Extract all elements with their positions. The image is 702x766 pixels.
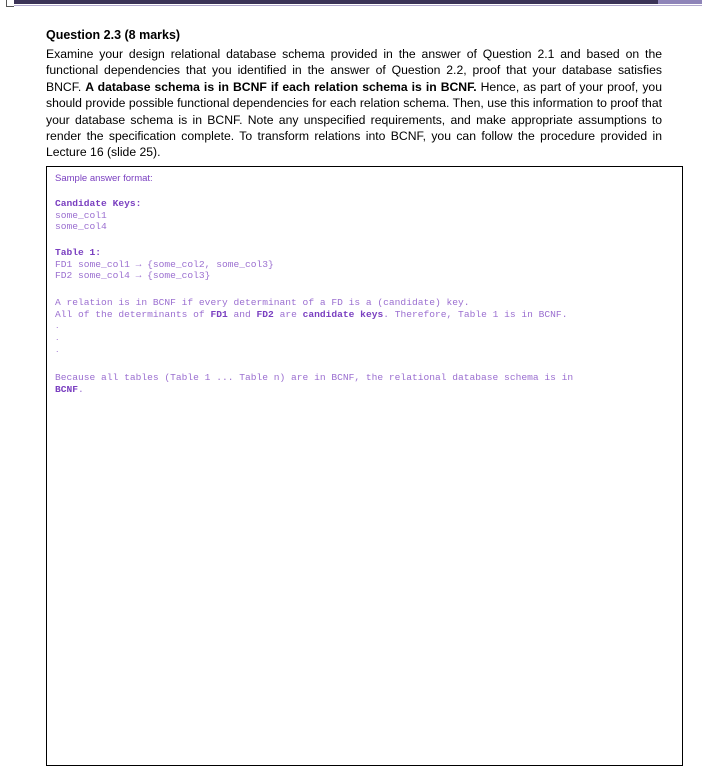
header-bar-accent <box>658 0 702 4</box>
question-body-intro: Examine your design relational database schema provided in the answer of Question 2.1 and based on the functional dependencies that you identified in the answer of Question 2.2, proof that your database satisfies BNCF. <box>46 47 662 94</box>
question-body-rest: Hence, as part of your proof, you should provide possible functional dependencies for each relation schema. Then, use this information to proof that your database schema is in BCNF. Note any unspecified requirements, and make appropriate assumptions to render the specification complete. To transform relations into BCNF, you can follow the procedure provided in Lecture 16 (slide 25). <box>46 79 662 160</box>
explanation-are: are <box>273 308 303 320</box>
header-bar <box>14 0 658 4</box>
conclusion-period: . <box>78 383 84 395</box>
explanation-block <box>55 297 567 320</box>
explanation-candidate-keys: candidate keys <box>302 308 384 320</box>
explanation-line-1: A relation is in BCNF if every determinant of a FD is a (candidate) key. <box>55 297 470 308</box>
question-title: Question 2.3 (8 marks) <box>46 28 181 42</box>
candidate-key: some_col4 <box>55 221 107 232</box>
explanation-fd2: FD2 <box>256 308 274 320</box>
explanation-prefix: All of the determinants of <box>55 308 211 320</box>
answer-label: Sample answer format: <box>55 173 153 184</box>
answer-box[interactable] <box>46 166 683 766</box>
explanation-and: and <box>227 308 257 320</box>
candidate-key: some_col1 <box>55 209 107 221</box>
functional-dependency: FD1 some_col1 → {some_col2, some_col3} <box>55 258 274 270</box>
question-body-bold: A database schema is in BCNF if each relation schema is in BCNF. <box>85 79 477 94</box>
explanation-suffix: . Therefore, Table 1 is in BCNF. <box>383 308 568 320</box>
functional-dependency: FD2 some_col4 → {some_col3} <box>55 270 211 281</box>
ellipsis-dot: . <box>56 332 59 342</box>
header-rule <box>14 5 702 6</box>
conclusion-bcnf: BCNF <box>55 383 79 395</box>
conclusion-line-1: Because all tables (Table 1 ... Table n) are in BCNF, the relational database schema is in <box>55 372 574 383</box>
conclusion-block <box>55 372 573 395</box>
table-block <box>55 247 274 282</box>
question-body <box>46 46 662 161</box>
explanation-fd1: FD1 <box>210 308 228 320</box>
ellipsis-dot: . <box>56 320 59 330</box>
page-corner-mark <box>6 0 14 7</box>
table-heading: Table 1: <box>55 247 102 258</box>
candidate-keys-heading: Candidate Keys: <box>55 198 142 209</box>
candidate-keys-block <box>55 198 141 233</box>
ellipsis-dot: . <box>56 344 59 354</box>
